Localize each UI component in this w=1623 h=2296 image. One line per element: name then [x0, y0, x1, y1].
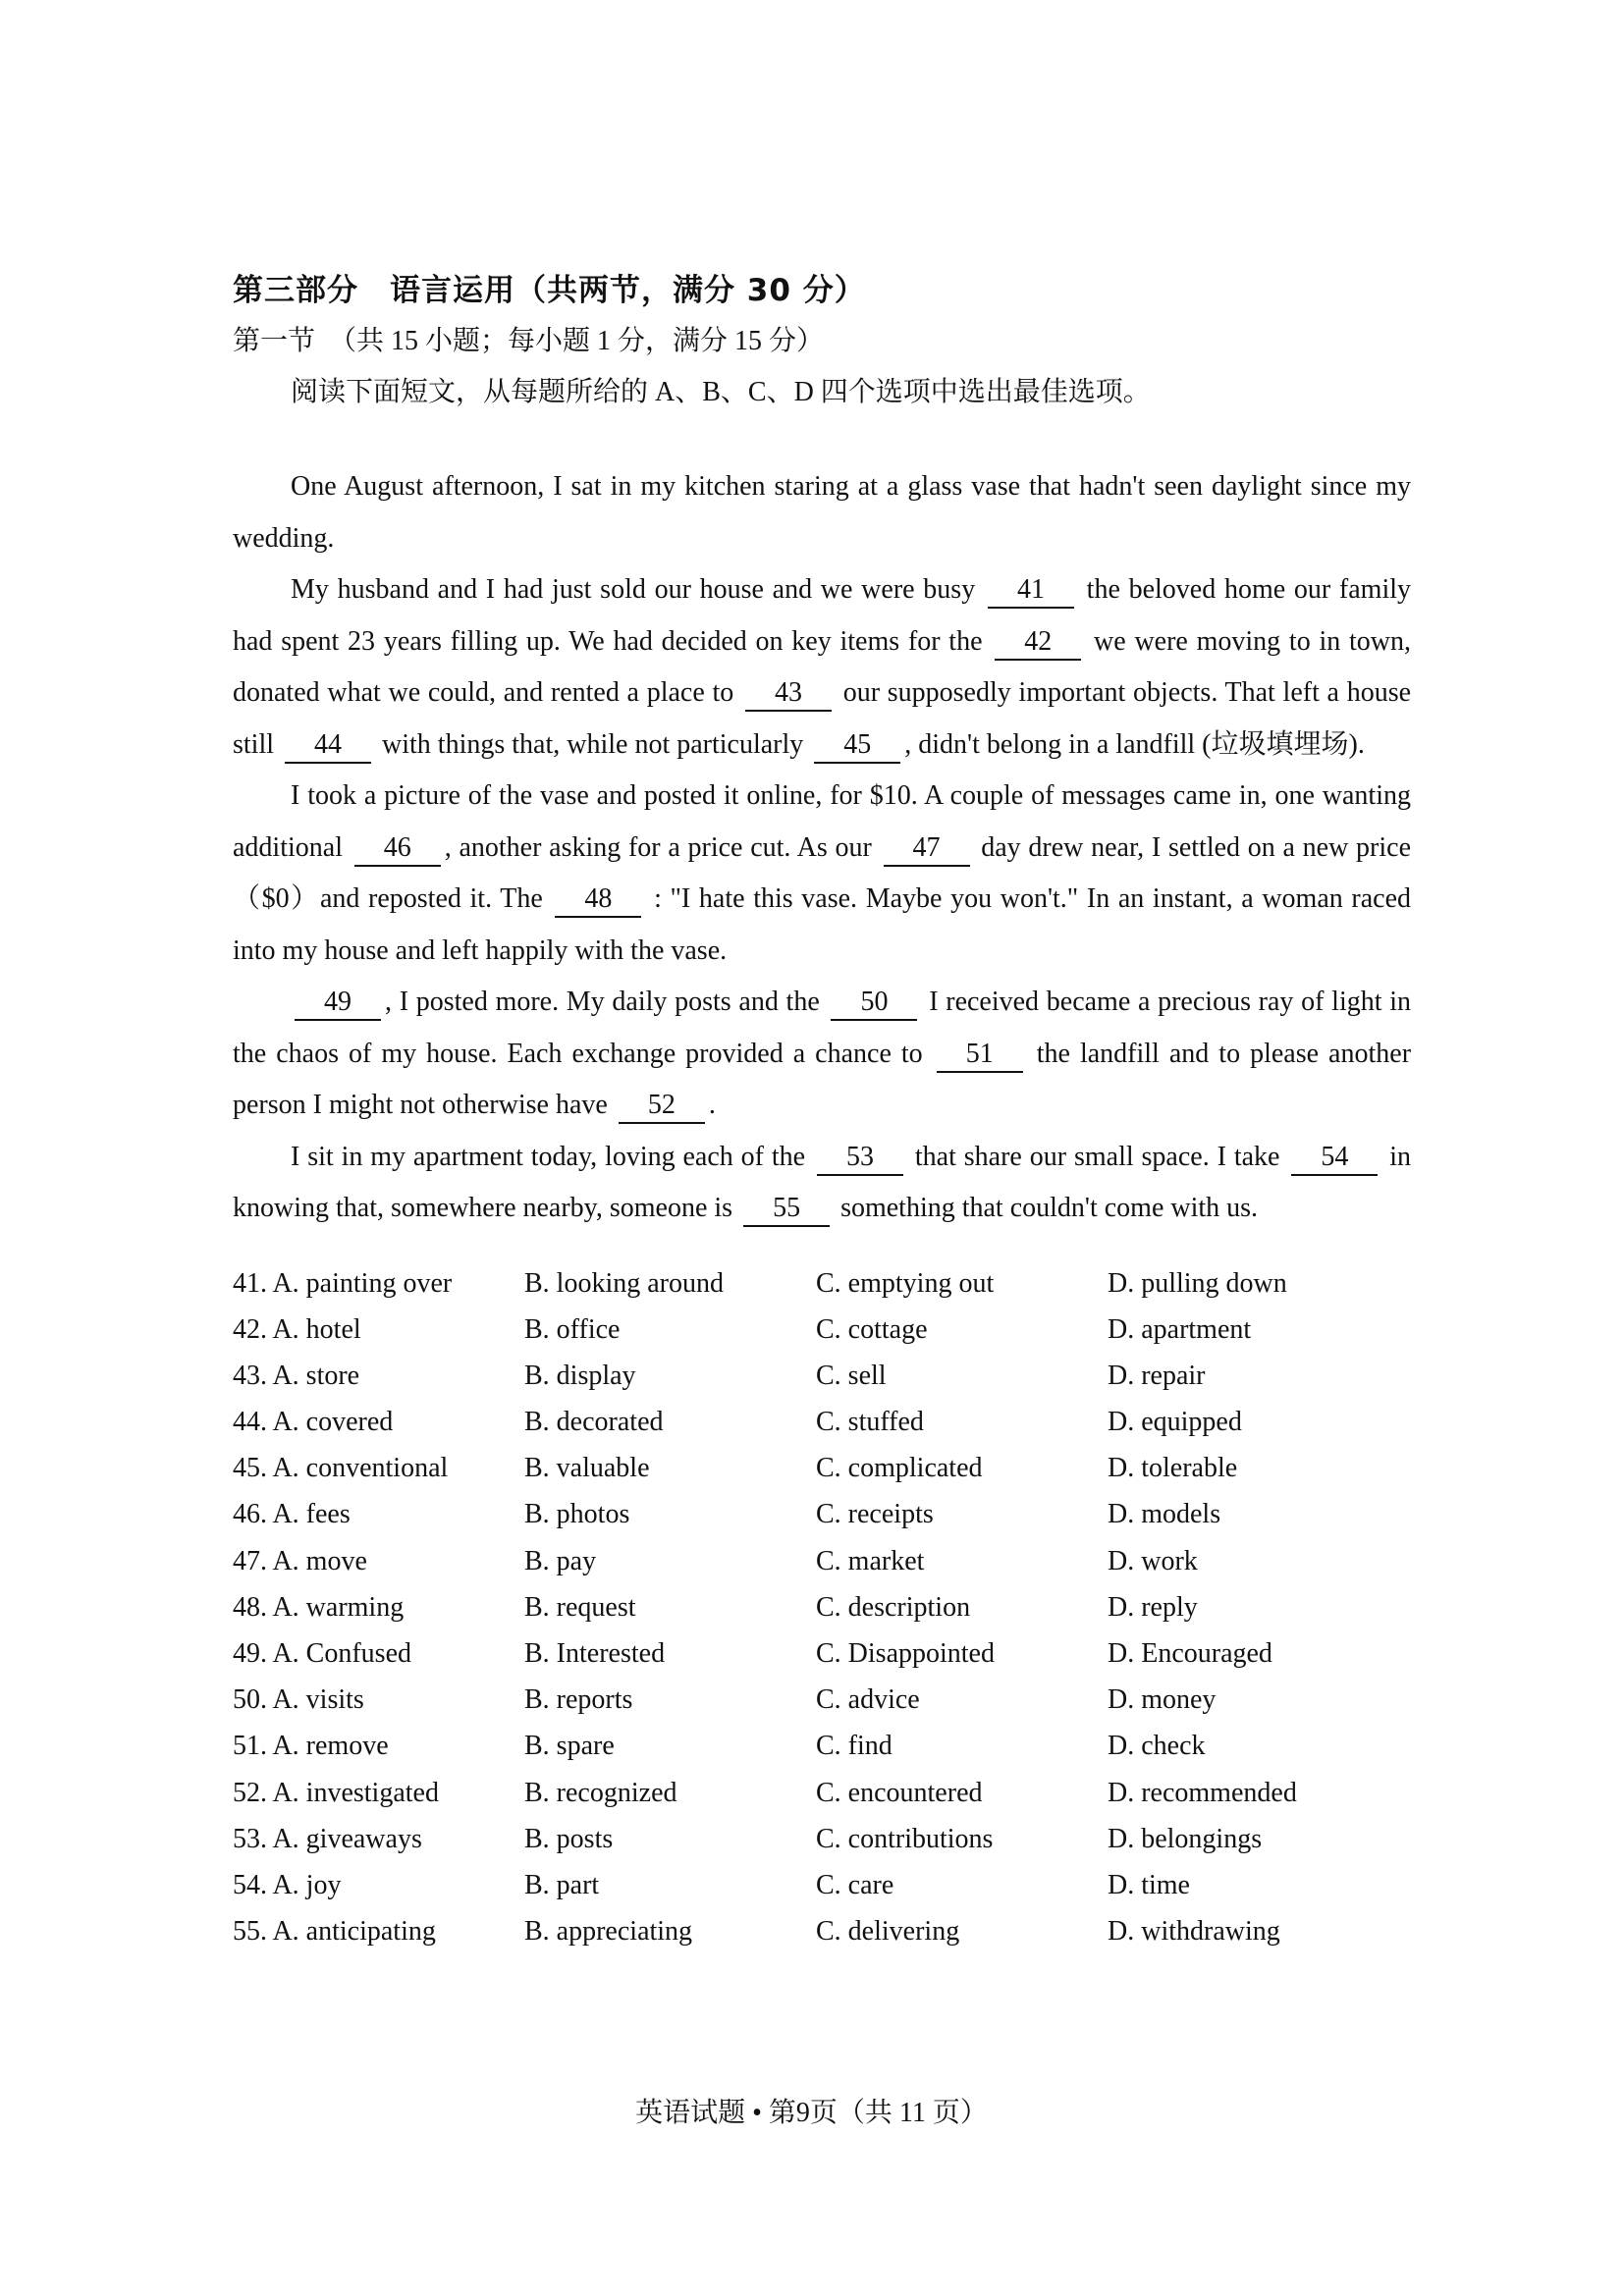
- option-d: D. Encouraged: [1108, 1638, 1272, 1669]
- option-row: [233, 1538, 1411, 1584]
- option-d: D. models: [1108, 1499, 1221, 1530]
- blank-48: 48: [555, 882, 641, 918]
- passage-text: .: [708, 1090, 716, 1120]
- blank-51: 51: [937, 1038, 1023, 1073]
- option-row: [233, 1260, 1411, 1307]
- option-b: B. pay: [524, 1545, 597, 1576]
- option-c: C. stuffed: [816, 1407, 924, 1438]
- option-a: 43. A. store: [233, 1360, 360, 1391]
- passage-text: the beloved home our family had spent 23 years filling up. We had decided on key items for the: [233, 574, 1412, 657]
- option-d: D. time: [1108, 1869, 1190, 1900]
- passage-text: My husband and I had just sold our house and we were busy: [291, 574, 976, 605]
- option-b: B. valuable: [524, 1453, 650, 1484]
- passage-text: the landfill and to please another person I might not otherwise have: [233, 1038, 1412, 1120]
- blank-55: 55: [743, 1192, 830, 1227]
- option-d: D. repair: [1108, 1360, 1206, 1391]
- section-title: 第三部分 语言运用（共两节，满分 30 分）: [233, 273, 866, 308]
- passage-paragraph-1: One August afternoon, I sat in my kitchen staring at a glass vase that hadn't seen daylight since my wedding.: [233, 471, 1411, 554]
- option-row: [233, 1862, 1411, 1908]
- blank-41: 41: [988, 573, 1074, 609]
- option-d: D. reply: [1108, 1591, 1198, 1623]
- option-row: [233, 1491, 1411, 1537]
- passage-text: I received became a precious ray of light in the chaos of my house. Each exchange provided a chance to: [233, 987, 1412, 1069]
- option-d: D. pulling down: [1108, 1267, 1287, 1299]
- option-a: 51. A. remove: [233, 1731, 389, 1762]
- option-b: B. office: [524, 1313, 621, 1345]
- passage-text: day drew near, I settled on a new price（$0）and reposted it. The: [233, 831, 1412, 914]
- blank-44: 44: [285, 728, 371, 764]
- blank-50: 50: [831, 986, 917, 1021]
- option-row: [233, 1908, 1411, 1954]
- option-d: D. tolerable: [1108, 1453, 1238, 1484]
- option-c: C. find: [816, 1731, 893, 1762]
- option-row: [233, 1816, 1411, 1862]
- option-b: B. appreciating: [524, 1916, 693, 1948]
- passage-text: something that couldn't come with us.: [840, 1193, 1259, 1223]
- blank-42: 42: [995, 625, 1081, 661]
- option-b: B. decorated: [524, 1407, 664, 1438]
- option-a: 44. A. covered: [233, 1407, 394, 1438]
- exam-page: [233, 265, 1411, 1954]
- passage-text: : "I hate this vase. Maybe you won't." In an instant, a woman raced into my house and left happily with the vase.: [233, 883, 1412, 966]
- option-b: B. posts: [524, 1823, 614, 1854]
- option-d: D. money: [1108, 1684, 1217, 1716]
- option-b: B. recognized: [524, 1777, 677, 1808]
- option-c: C. Disappointed: [816, 1638, 995, 1669]
- option-c: C. contributions: [816, 1823, 994, 1854]
- blank-49: 49: [295, 986, 381, 1021]
- option-a: 52. A. investigated: [233, 1777, 439, 1808]
- option-row: [233, 1630, 1411, 1677]
- option-row: [233, 1584, 1411, 1630]
- blank-52: 52: [619, 1089, 705, 1124]
- option-a: 53. A. giveaways: [233, 1823, 422, 1854]
- option-b: B. photos: [524, 1499, 630, 1530]
- option-b: B. looking around: [524, 1267, 724, 1299]
- passage-text: our supposedly important objects. That left a house still: [233, 677, 1412, 760]
- option-b: B. request: [524, 1591, 636, 1623]
- blank-53: 53: [817, 1141, 903, 1176]
- option-c: C. complicated: [816, 1453, 983, 1484]
- option-row: [233, 1445, 1411, 1491]
- blank-54: 54: [1291, 1141, 1378, 1176]
- option-b: B. part: [524, 1869, 600, 1900]
- passage-text: that share our small space. I take: [914, 1141, 1280, 1172]
- option-a: 46. A. fees: [233, 1499, 351, 1530]
- option-b: B. reports: [524, 1684, 633, 1716]
- option-d: D. check: [1108, 1731, 1206, 1762]
- option-c: C. emptying out: [816, 1267, 995, 1299]
- option-a: 45. A. conventional: [233, 1453, 449, 1484]
- passage-text: , didn't belong in a landfill (垃圾填埋场).: [904, 728, 1365, 760]
- option-d: D. belongings: [1108, 1823, 1263, 1854]
- passage-text: in knowing that, somewhere nearby, someone is: [233, 1141, 1412, 1223]
- blank-43: 43: [745, 676, 832, 712]
- option-c: C. description: [816, 1591, 971, 1623]
- option-b: B. display: [524, 1360, 636, 1391]
- option-row: [233, 1353, 1411, 1399]
- option-a: 50. A. visits: [233, 1684, 364, 1716]
- passage-text: , another asking for a price cut. As our: [444, 831, 872, 863]
- option-c: C. market: [816, 1545, 925, 1576]
- option-row: [233, 1677, 1411, 1723]
- passage-paragraph-3: [233, 771, 1411, 977]
- option-c: C. advice: [816, 1684, 920, 1716]
- option-row: [233, 1307, 1411, 1353]
- page-footer: 英语试题 • 第9页（共 11 页）: [635, 2098, 988, 2128]
- passage-paragraph-5: [233, 1132, 1411, 1235]
- option-c: C. delivering: [816, 1916, 960, 1948]
- passage-text: , I posted more. My daily posts and the: [385, 987, 820, 1017]
- passage-text: I sit in my apartment today, loving each of the: [291, 1141, 806, 1172]
- option-row: [233, 1723, 1411, 1769]
- option-d: D. work: [1108, 1545, 1198, 1576]
- passage-text: with things that, while not particularly: [382, 728, 804, 760]
- passage-paragraph-4: [233, 977, 1411, 1132]
- option-d: D. apartment: [1108, 1313, 1252, 1345]
- option-a: 55. A. anticipating: [233, 1916, 436, 1948]
- option-a: 54. A. joy: [233, 1869, 342, 1900]
- blank-46: 46: [354, 831, 441, 867]
- passage-paragraph-2: [233, 564, 1411, 771]
- option-b: B. spare: [524, 1731, 615, 1762]
- option-d: D. recommended: [1108, 1777, 1297, 1808]
- option-c: C. encountered: [816, 1777, 983, 1808]
- option-a: 47. A. move: [233, 1545, 367, 1576]
- option-d: D. equipped: [1108, 1407, 1242, 1438]
- option-c: C. cottage: [816, 1313, 928, 1345]
- option-b: B. Interested: [524, 1638, 666, 1669]
- answer-options: [233, 1260, 1411, 1955]
- option-a: 48. A. warming: [233, 1591, 405, 1623]
- cloze-passage: [233, 461, 1411, 1235]
- option-row: [233, 1770, 1411, 1816]
- option-row: [233, 1399, 1411, 1445]
- option-c: C. receipts: [816, 1499, 934, 1530]
- option-c: C. care: [816, 1869, 894, 1900]
- blank-47: 47: [884, 831, 970, 867]
- option-c: C. sell: [816, 1360, 887, 1391]
- passage-text: I took a picture of the vase and posted it online, for $10. A couple of messages came in, one wanting additional: [233, 780, 1411, 863]
- instruction-text: 阅读下面短文，从每题所给的 A、B、C、D 四个选项中选出最佳选项。: [291, 377, 1151, 407]
- blank-45: 45: [814, 728, 900, 764]
- option-a: 42. A. hotel: [233, 1313, 361, 1345]
- option-a: 41. A. painting over: [233, 1267, 453, 1299]
- option-d: D. withdrawing: [1108, 1916, 1280, 1948]
- option-a: 49. A. Confused: [233, 1638, 411, 1669]
- sub-section-title: 第一节 （共 15 小题；每小题 1 分，满分 15 分）: [233, 326, 825, 356]
- passage-text: we were moving to in town, donated what we could, and rented a place to: [233, 625, 1412, 708]
